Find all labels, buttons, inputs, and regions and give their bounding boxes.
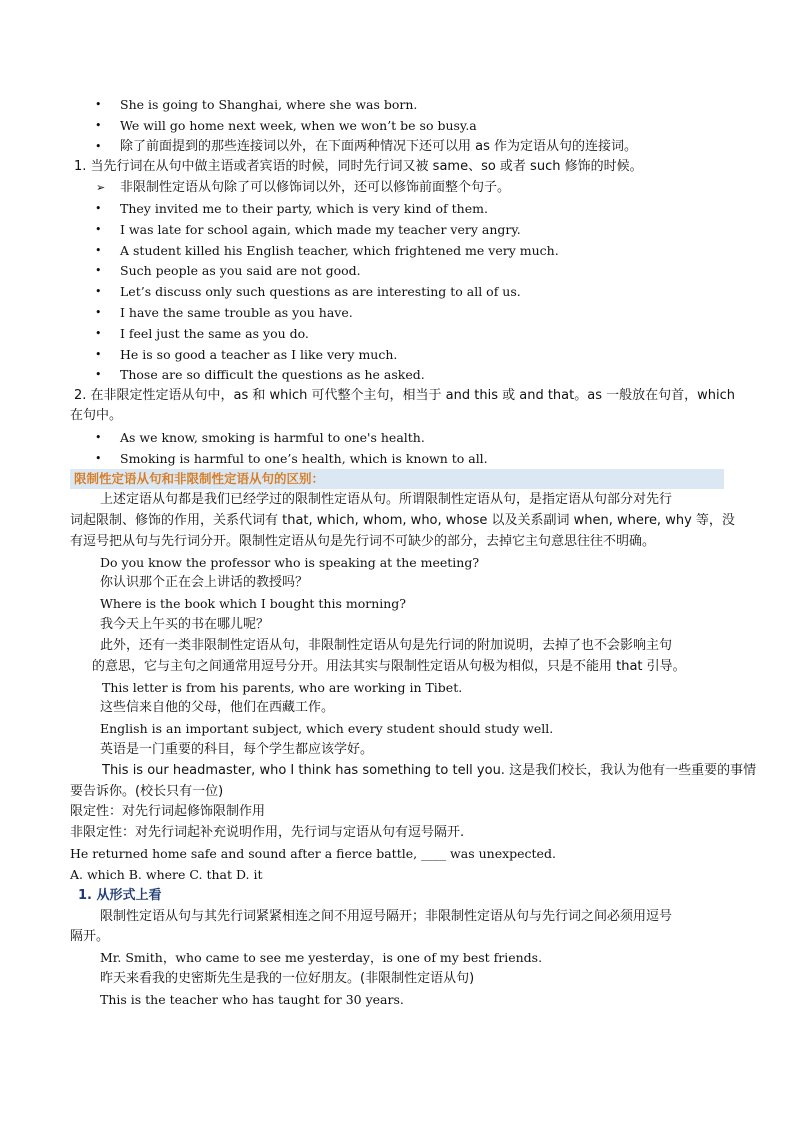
example-sentence: I was late for school again, which made my teacher very angry. [120,222,521,237]
example-sentence: Smoking is harmful to one’s health, which is known to all. [120,451,488,466]
definition-line: 限定性：对先行词起修饰限制作用 [70,804,266,819]
example-sentence: Those are so difficult the questions as he asked. [120,367,425,382]
example-sentence: This is the teacher who has taught for 30 years. [100,992,404,1007]
bullet-marker: • [95,431,102,444]
example-sentence: I have the same trouble as you have. [120,305,353,320]
translation: 这些信来自他的父母，他们在西藏工作。 [100,700,335,715]
bullet-marker: • [95,348,102,361]
example-sentence: Where is the book which I bought this morning? [100,596,406,611]
example-sentence: A student killed his English teacher, which frightened me very much. [120,243,559,258]
example-sentence: Such people as you said are not good. [120,263,361,278]
example-sentence: She is going to Shanghai, where she was born. [120,97,418,112]
body-text: 除了前面提到的那些连接词以外，在下面两种情况下还可以用 as 作为定语从句的连接词。 [120,139,638,154]
example-sentence: Mr. Smith，who came to see me yesterday，is one of my best friends. [100,950,543,965]
body-text: 在句中。 [70,408,123,423]
paragraph-line: This is our headmaster, who I think has something to tell you. 这是我们校长，我认为他有一些重要的事情 [102,763,757,778]
bullet-marker: • [95,140,102,153]
example-sentence: English is an important subject, which every student should study well. [100,721,554,736]
translation: 英语是一门重要的科目，每个学生都应该学好。 [100,742,374,757]
bullet-marker: • [95,244,102,257]
bullet-marker: • [95,368,102,381]
paragraph-line: 此外，还有一类非限制性定语从句，非限制性定语从句是先行词的附加说明，去掉了也不会影响主句 [100,638,673,653]
bullet-marker: • [95,119,102,132]
paragraph-line: 有逗号把从句与先行词分开。限制性定语从句是先行词不可缺少的部分，去掉它主句意思往往不明确。 [70,534,656,549]
exercise-options: A. which B. where C. that D. it [70,867,263,882]
section-heading: 限制性定语从句和非限制性定语从句的区别： [74,471,325,486]
bullet-marker: • [95,264,102,277]
paragraph-line: 限制性定语从句与其先行词紧紧相连之间不用逗号隔开；非限制性定语从句与先行词之间必须用逗号 [100,909,673,924]
example-sentence: We will go home next week, when we won’t be so busy.a [120,118,477,133]
paragraph-line: 隔开。 [70,929,110,944]
bullet-marker: • [95,327,102,340]
paragraph-line: 的意思，它与主句之间通常用逗号分开。用法其实与限制性定语从句极为相似，只是不能用 that 引导。 [92,659,686,674]
example-sentence: He is so good a teacher as I like very much. [120,347,398,362]
example-sentence: They invited me to their party, which is very kind of them. [120,201,488,216]
body-text: 非限制性定语从句除了可以修饰词以外，还可以修饰前面整个句子。 [120,180,511,195]
example-sentence: This letter is from his parents, who are working in Tibet. [102,680,463,695]
bullet-marker: • [95,306,102,319]
exercise-question: He returned home safe and sound after a fierce battle, ____ was unexpected. [70,846,556,861]
example-sentence: As we know, smoking is harmful to one's health. [120,430,425,445]
bullet-marker: • [95,223,102,236]
bullet-marker: • [95,98,102,111]
numbered-point: 1. 当先行词在从句中做主语或者宾语的时候，同时先行词又被 same、so 或者 such 修饰的时候。 [74,159,643,174]
translation: 你认识那个正在会上讲话的教授吗？ [100,575,309,590]
paragraph-line: 上述定语从句都是我们已经学过的限制性定语从句。所谓限制性定语从句，是指定语从句部分对先行 [100,492,673,507]
translation: 昨天来看我的史密斯先生是我的一位好朋友。(非限制性定语从句) [100,971,475,986]
example-sentence: Let’s discuss only such questions as are interesting to all of us. [120,284,521,299]
bullet-marker: • [95,285,102,298]
paragraph-line: 要告诉你。(校长只有一位) [70,784,224,799]
numbered-point: 2. 在非限定性定语从句中，as 和 which 可代整个主句，相当于 and this 或 and that。as 一般放在句首，which [74,388,735,403]
arrow-bullet-icon: ➢ [96,181,106,194]
subsection-heading: 1. 从形式上看 [78,888,162,903]
bullet-marker: • [95,452,102,465]
bullet-marker: • [95,202,102,215]
definition-line: 非限定性：对先行词起补充说明作用，先行词与定语从句有逗号隔开. [70,825,465,840]
paragraph-line: 词起限制、修饰的作用，关系代词有 that, which, whom, who, whose 以及关系副词 when, where, why 等，没 [70,513,735,528]
translation: 我今天上午买的书在哪儿呢？ [100,617,270,632]
example-sentence: Do you know the professor who is speaking at the meeting? [100,555,480,570]
example-sentence: I feel just the same as you do. [120,326,309,341]
